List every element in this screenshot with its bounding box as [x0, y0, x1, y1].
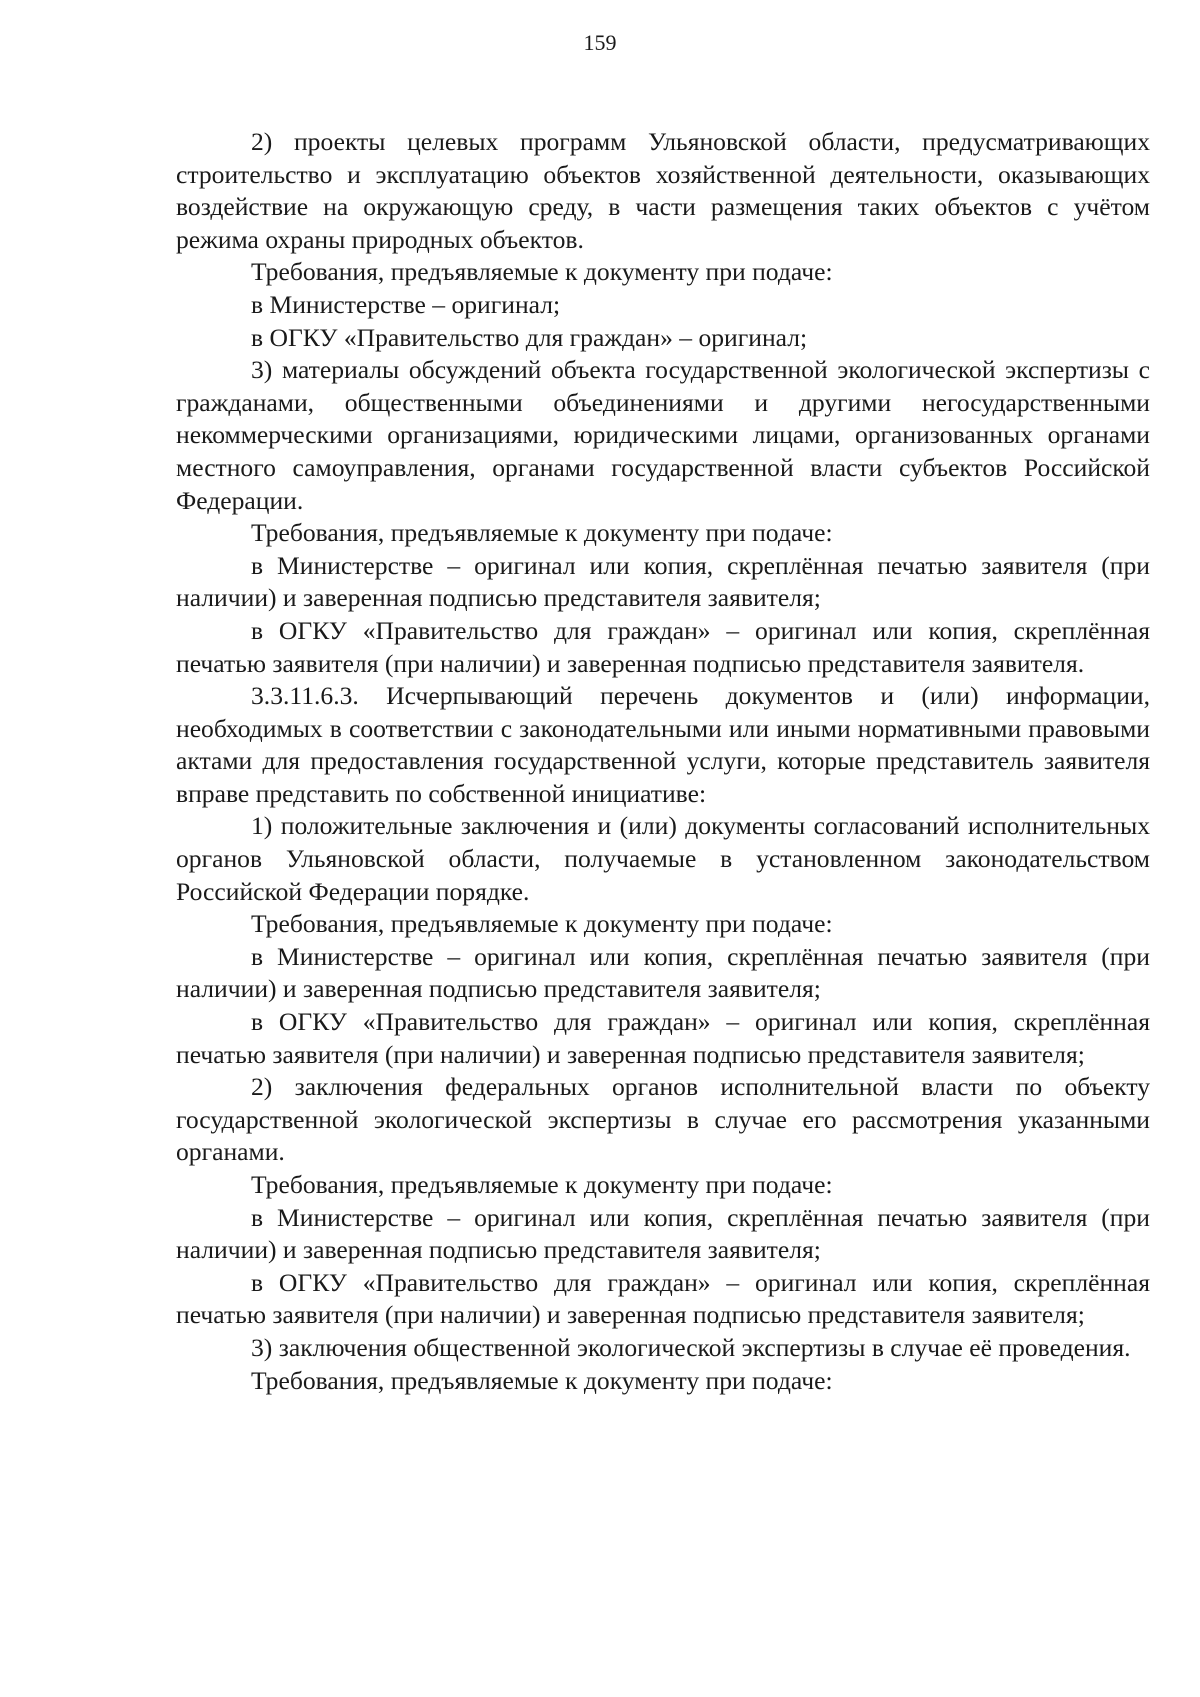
paragraph: 3) материалы обсуждений объекта государственной экологической экспертизы с гражданами, общественными объединениями и другими негосударственными некоммерческими организациями, юридическими лицами, организованных органами местного самоуправления, органами государственной власти субъектов Российской Федерации.	[176, 355, 1150, 515]
paragraph: 1) положительные заключения и (или) документы согласований исполнительных органов Ульяновской области, получаемые в установленном законодательством Российской Федерации порядке.	[176, 811, 1150, 906]
paragraph: в ОГКУ «Правительство для граждан» – оригинал или копия, скреплённая печатью заявителя (при наличии) и заверенная подписью представителя заявителя;	[176, 1007, 1150, 1069]
paragraph: 2) проекты целевых программ Ульяновской области, предусматривающих строительство и эксплуатацию объектов хозяйственной деятельности, оказывающих воздействие на окружающую среду, в части размещения таких объектов с учётом режима охраны природных объектов.	[176, 127, 1150, 254]
paragraph: в Министерстве – оригинал;	[251, 289, 561, 319]
paragraph: в Министерстве – оригинал или копия, скреплённая печатью заявителя (при наличии) и заверенная подписью представителя заявителя;	[176, 550, 1150, 613]
paragraph: в Министерстве – оригинал или копия, скреплённая печатью заявителя (при наличии) и заверенная подписью представителя заявителя;	[176, 941, 1150, 1004]
paragraph: в ОГКУ «Правительство для граждан» – оригинал;	[251, 322, 808, 352]
paragraph: Требования, предъявляемые к документу при подаче:	[251, 518, 833, 548]
paragraph: Требования, предъявляемые к документу при подаче:	[251, 1170, 833, 1199]
paragraph: 3.3.11.6.3. Исчерпывающий перечень документов и (или) информации, необходимых в соответствии с законодательными или иными нормативными правовыми актами для предоставления государственной услуги, которые представитель заявителя вправе представить по собственной инициативе:	[176, 681, 1150, 808]
document-body	[176, 126, 1150, 1397]
paragraph: в ОГКУ «Правительство для граждан» – оригинал или копия, скреплённая печатью заявителя (при наличии) и заверенная подписью представителя заявителя;	[176, 1267, 1150, 1330]
paragraph: 2) заключения федеральных органов исполнительной власти по объекту государственной экологической экспертизы в случае его рассмотрения указанными органами.	[176, 1072, 1150, 1167]
paragraph: Требования, предъявляемые к документу при подаче:	[251, 909, 833, 939]
page-number: 159	[583, 30, 617, 55]
paragraph: в ОГКУ «Правительство для граждан» – оригинал или копия, скреплённая печатью заявителя (при наличии) и заверенная подписью представителя заявителя.	[176, 615, 1150, 678]
paragraph: в Министерстве – оригинал или копия, скреплённая печатью заявителя (при наличии) и заверенная подписью представителя заявителя;	[176, 1202, 1150, 1265]
paragraph: Требования, предъявляемые к документу при подаче:	[251, 1365, 833, 1395]
paragraph: 3) заключения общественной экологической экспертизы в случае её проведения.	[251, 1332, 1131, 1362]
paragraph: Требования, предъявляемые к документу при подаче:	[251, 257, 833, 287]
